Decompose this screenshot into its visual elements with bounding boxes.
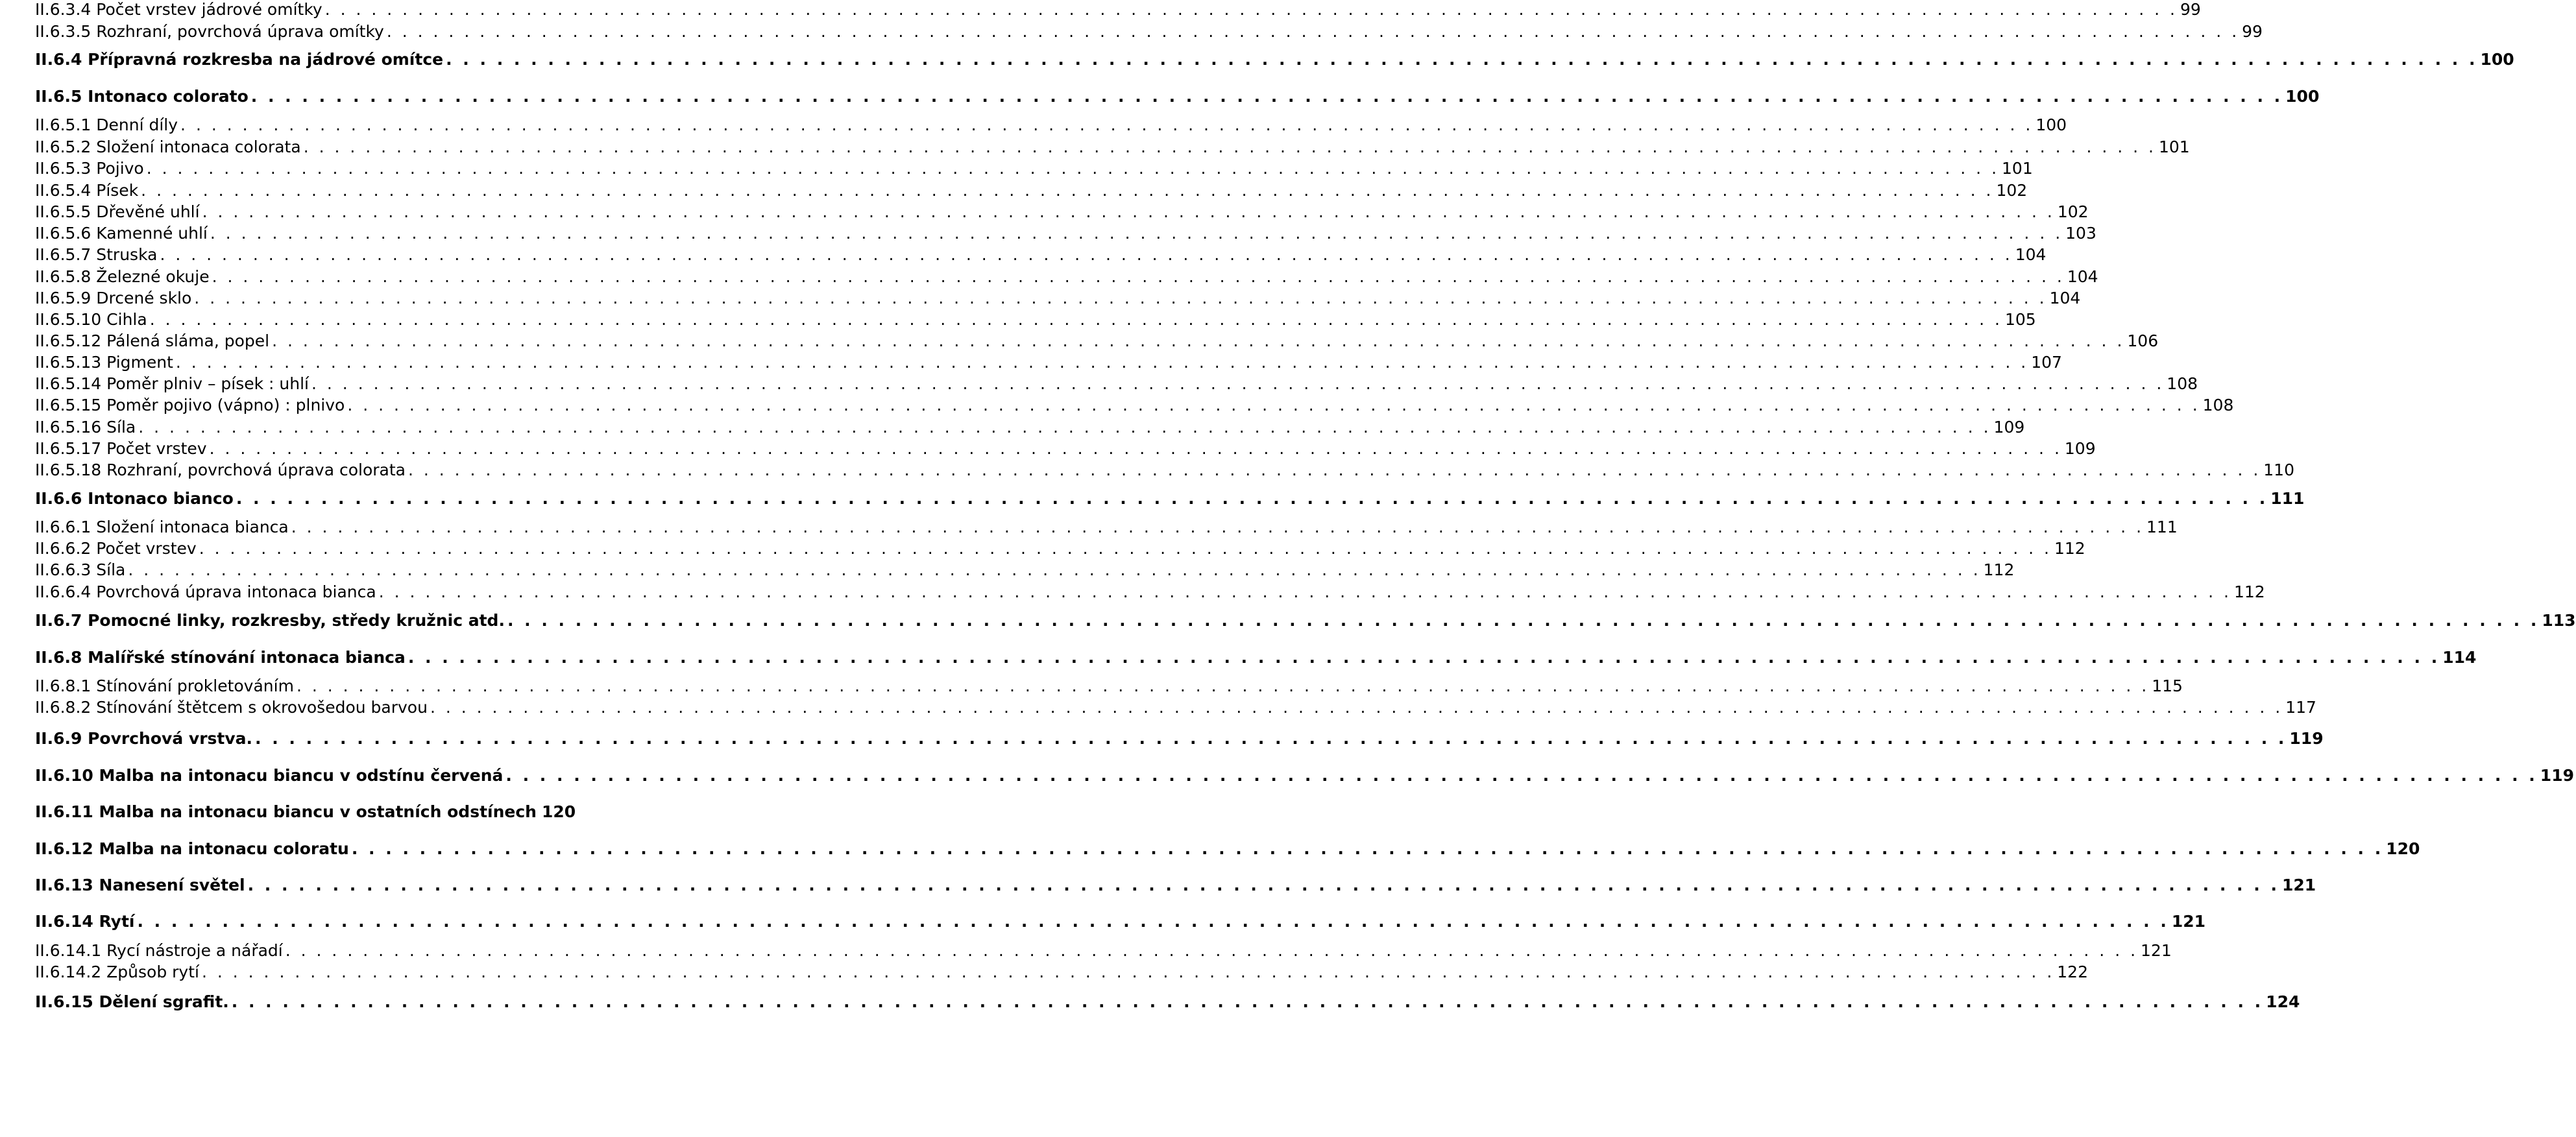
toc-entry-number: II.6.6 xyxy=(35,488,82,508)
dot-leader: . . . . . . . . . . . . . . . . . . . . . . . . . . . . . . . . . . . . . . . . . . . . . . . . . . . . . . . . . . . . . . . . . . . . . . . . . . . . . . . . . . . . . . . . . . . . . . . . . . . . . . . . . . . . . . . . . . . . . . . . xyxy=(378,582,2231,601)
toc-entry[interactable] xyxy=(35,675,2183,697)
toc-entry-title: Struska xyxy=(96,245,158,264)
toc-entry-page: 109 xyxy=(2064,438,2096,458)
toc-entry-number: II.6.14.1 xyxy=(35,940,102,960)
toc-entry-number: II.6.3.5 xyxy=(35,21,91,41)
toc-entry-page: 104 xyxy=(2049,288,2081,307)
toc-entry[interactable] xyxy=(35,200,2089,222)
toc-entry-number: II.6.5.15 xyxy=(35,395,102,414)
toc-entry[interactable] xyxy=(35,85,2320,107)
toc-entry-page: 112 xyxy=(2054,538,2085,558)
dot-leader: . . . . . . . . . . . . . . . . . . . . . . . . . . . . . . . . . . . . . . . . . . . . . . . . . . . . . . . . . . . . . . . . . . . . . . . . . . . . . . . . . . . . . . . . . . . . . . . . . . . . . . . . . . . . . . . . . . . . . . . . xyxy=(407,460,2261,479)
toc-entry-label xyxy=(35,839,349,858)
toc-entry-number: II.6.5.18 xyxy=(35,460,102,479)
dot-leader: . . . . . . . . . . . . . . . . . . . . . . . . . . . . . . . . . . . . . . . . . . . . . . . . . . . . . . . . . . . . . . . . . . . . . . . . . . . . . . . . . . . . . . . . . . . . . . . . . . . . . . . . . . . . . . . . . . . . . . . . xyxy=(507,610,2540,630)
toc-entry-title: Pigment xyxy=(106,352,173,372)
toc-entry-title: Počet vrstev jádrové omítky xyxy=(96,0,322,19)
toc-entry-title: Malba na intonacu biancu v odstínu červená xyxy=(99,765,504,785)
dot-leader: . . . . . . . . . . . . . . . . . . . . . . . . . . . . . . . . . . . . . . . . . . . . . . . . . . . . . . . . . . . . . . . . . . . . . . . . . . . . . . . . . . . . . . . . . . . . . . . . . . . . . . . . . . . . . . . . . . . . . . . . xyxy=(210,223,2063,243)
dot-leader: . . . . . . . . . . . . . . . . . . . . . . . . . . . . . . . . . . . . . . . . . . . . . . . . . . . . . . . . . . . . . . . . . . . . . . . . . . . . . . . . . . . . . . . . . . . . . . . . . . . . . . . . . . . . . . . . . . . . . . . . xyxy=(247,875,2279,894)
toc-entry-page: 121 xyxy=(2141,940,2172,960)
toc-entry-page: 121 xyxy=(2281,875,2316,894)
toc-entry[interactable] xyxy=(35,222,2096,244)
toc-entry[interactable] xyxy=(35,646,2477,668)
toc-entry-label xyxy=(35,0,322,19)
toc-entry[interactable] xyxy=(35,265,2098,287)
toc-entry-title: Přípravná rozkresba na jádrové omítce xyxy=(88,49,444,69)
toc-entry-number: II.6.5.10 xyxy=(35,309,102,329)
toc-entry-title: Rozhraní, povrchová úprava omítky xyxy=(96,21,384,41)
toc-entry-label xyxy=(35,560,125,579)
toc-entry-label xyxy=(35,115,178,134)
toc-entry[interactable] xyxy=(35,157,2033,179)
toc-entry-title: Síla xyxy=(106,417,136,437)
dot-leader: . . . . . . . . . . . . . . . . . . . . . . . . . . . . . . . . . . . . . . . . . . . . . . . . . . . . . . . . . . . . . . . . . . . . . . . . . . . . . . . . . . . . . . . . . . . . . . . . . . . . . . . . . . . . . . . . . . . . . . . . xyxy=(430,697,2283,717)
toc-entry-title: Složení intonaca colorata xyxy=(96,137,301,156)
toc-entry-page: 102 xyxy=(1996,180,2028,200)
toc-entry-page: 101 xyxy=(2158,137,2190,156)
toc-entry-label xyxy=(35,698,428,717)
dot-leader: . . . . . . . . . . . . . . . . . . . . . . . . . . . . . . . . . . . . . . . . . . . . . . . . . . . . . . . . . . . . . . . . . . . . . . . . . . . . . . . . . . . . . . . . . . . . . . . . . . . . . . . . . . . . . . . . . . . . . . . . xyxy=(194,288,2047,307)
toc-entry-label xyxy=(35,766,503,785)
toc-entry[interactable] xyxy=(35,696,2316,718)
toc-entry[interactable] xyxy=(35,308,2036,330)
toc-entry-page: 122 xyxy=(2057,962,2088,981)
dot-leader: . . . . . . . . . . . . . . . . . . . . . . . . . . . . . . . . . . . . . . . . . . . . . . . . . . . . . . . . . . . . . . . . . . . . . . . . . . . . . . . . . . . . . . . . . . . . . . . . . . . . . . . . . . . . . . . . . . . . . . . . xyxy=(180,115,2034,134)
toc-entry-label xyxy=(35,331,269,350)
dot-leader: . . . . . . . . . . . . . . . . . . . . . . . . . . . . . . . . . . . . . . . . . . . . . . . . . . . . . . . . . . . . . . . . . . . . . . . . . . . . . . . . . . . . . . . . . . . . . . . . . . . . . . . . . . . . . . . . . . . . . . . . xyxy=(146,158,2000,178)
toc-entry-label xyxy=(35,267,210,286)
toc-entry-number: II.6.6.1 xyxy=(35,517,91,536)
toc-entry-label xyxy=(35,648,406,667)
toc-entry[interactable] xyxy=(35,580,2265,603)
toc-entry-label xyxy=(35,992,229,1011)
toc-entry-title: Drcené sklo xyxy=(96,288,192,307)
dot-leader: . . . . . . . . . . . . . . . . . . . . . . . . . . . . . . . . . . . . . . . . . . . . . . . . . . . . . . . . . . . . . . . . . . . . . . . . . . . . . . . . . . . . . . . . . . . . . . . . . . . . . . . . . . . . . . . . . . . . . . . . xyxy=(505,765,2538,785)
toc-entry-page: 104 xyxy=(2067,267,2098,286)
toc-entry-title: Pálená sláma, popel xyxy=(106,331,270,350)
toc-entry-page: 104 xyxy=(2015,245,2047,264)
toc-entry-number: II.6.5.8 xyxy=(35,267,91,286)
dot-leader: . . . . . . . . . . . . . . . . . . . . . . . . . . . . . . . . . . . . . . . . . . . . . . . . . . . . . . . . . . . . . . . . . . . . . . . . . . . . . . . . . . . . . . . . . . . . . . . . . . . . . . . . . . . . . . . . . . . . . . . . xyxy=(311,374,2165,393)
toc-entry-number: II.6.11 xyxy=(35,802,93,821)
toc-entry[interactable] xyxy=(35,727,2324,749)
toc-entry-title: Malba na intonacu biancu v ostatních odstínech xyxy=(99,802,537,821)
dot-leader: . . . . . . . . . . . . . . . . . . . . . . . . . . . . . . . . . . . . . . . . . . . . . . . . . . . . . . . . . . . . . . . . . . . . . . . . . . . . . . . . . . . . . . . . . . . . . . . . . . . . . . . . . . . . . . . . . . . . . . . . xyxy=(272,331,2125,350)
toc-entry-page: 100 xyxy=(2285,86,2320,106)
toc-entry-title: Stínování štětcem s okrovošedou barvou xyxy=(96,697,428,717)
toc-entry-number: II.6.4 xyxy=(35,49,82,69)
toc-entry-number: II.6.5.16 xyxy=(35,417,102,437)
toc-entry[interactable] xyxy=(35,910,2206,932)
dot-leader: . . . . . . . . . . . . . . . . . . . . . . . . . . . . . . . . . . . . . . . . . . . . . . . . . . . . . . . . . . . . . . . . . . . . . . . . . . . . . . . . . . . . . . . . . . . . . . . . . . . . . . . . . . . . . . . . . . . . . . . . xyxy=(407,647,2440,667)
toc-entry-label xyxy=(35,50,443,69)
toc-entry-label xyxy=(35,374,309,393)
dot-leader: . . . . . . . . . . . . . . . . . . . . . . . . . . . . . . . . . . . . . . . . . . . . . . . . . . . . . . . . . . . . . . . . . . . . . . . . . . . . . . . . . . . . . . . . . . . . . . . . . . . . . . . . . . . . . . . . . . . . . . . . xyxy=(137,911,2169,931)
toc-entry-label xyxy=(35,518,289,536)
toc-entry[interactable] xyxy=(35,874,2316,896)
toc-entry-page: 120 xyxy=(2386,839,2420,858)
toc-entry-label xyxy=(35,22,384,41)
toc-entry-title: Pojivo xyxy=(96,158,144,178)
dot-leader: . . . . . . . . . . . . . . . . . . . . . . . . . . . . . . . . . . . . . . . . . . . . . . . . . . . . . . . . . . . . . . . . . . . . . . . . . . . . . . . . . . . . . . . . . . . . . . . . . . . . . . . . . . . . . . . . . . . . . . . . xyxy=(324,0,2178,19)
toc-entry[interactable] xyxy=(35,459,2294,481)
toc-entry-page: 124 xyxy=(2266,992,2300,1011)
dot-leader: . . . . . . . . . . . . . . . . . . . . . . . . . . . . . . . . . . . . . . . . . . . . . . . . . . . . . . . . . . . . . . . . . . . . . . . . . . . . . . . . . . . . . . . . . . . . . . . . . . . . . . . . . . . . . . . . . . . . . . . . xyxy=(138,417,1991,437)
dot-leader: . . . . . . . . . . . . . . . . . . . . . . . . . . . . . . . . . . . . . . . . . . . . . . . . . . . . . . . . . . . . . . . . . . . . . . . . . . . . . . . . . . . . . . . . . . . . . . . . . . . . . . . . . . . . . . . . . . . . . . . . xyxy=(296,676,2150,695)
toc-entry[interactable] xyxy=(35,558,2015,580)
toc-entry-label xyxy=(35,202,200,221)
toc-entry-label xyxy=(35,310,147,329)
toc-entry[interactable] xyxy=(35,20,2263,42)
toc-entry-page: 115 xyxy=(2152,676,2183,695)
toc-entry-number: II.6.9 xyxy=(35,728,82,748)
toc-entry-title: Rytí xyxy=(99,911,135,931)
dot-leader: . . . . . . . . . . . . . . . . . . . . . . . . . . . . . . . . . . . . . . . . . . . . . . . . . . . . . . . . . . . . . . . . . . . . . . . . . . . . . . . . . . . . . . . . . . . . . . . . . . . . . . . . . . . . . . . . . . . . . . . . xyxy=(175,352,2029,372)
toc-entry-number: II.6.5.13 xyxy=(35,352,102,372)
dot-leader: . . . . . . . . . . . . . . . . . . . . . . . . . . . . . . . . . . . . . . . . . . . . . . . . . . . . . . . . . . . . . . . . . . . . . . . . . . . . . . . . . . . . . . . . . . . . . . . . . . . . . . . . . . . . . . . . . . . . . . . . xyxy=(149,309,2002,329)
toc-entry-page: 107 xyxy=(2031,352,2062,372)
toc-entry-label xyxy=(35,289,191,307)
toc-entry[interactable] xyxy=(35,939,2172,961)
toc-entry-page: 102 xyxy=(2057,202,2089,221)
toc-entry-number: II.6.6.3 xyxy=(35,560,91,579)
dot-leader: . . . . . . . . . . . . . . . . . . . . . . . . . . . . . . . . . . . . . . . . . . . . . . . . . . . . . . . . . . . . . . . . . . . . . . . . . . . . . . . . . . . . . . . . . . . . . . . . . . . . . . . . . . . . . . . . . . . . . . . . xyxy=(285,940,2139,960)
toc-entry-number: II.6.8.2 xyxy=(35,697,91,717)
toc-entry-number: II.6.5.14 xyxy=(35,374,102,393)
toc-entry-page: 109 xyxy=(1993,417,2025,437)
toc-entry-page: 105 xyxy=(2004,309,2036,329)
toc-entry-number: II.6.5.9 xyxy=(35,288,91,307)
toc-entry-number: II.6.8.1 xyxy=(35,676,91,695)
dot-leader: . . . . . . . . . . . . . . . . . . . . . . . . . . . . . . . . . . . . . . . . . . . . . . . . . . . . . . . . . . . . . . . . . . . . . . . . . . . . . . . . . . . . . . . . . . . . . . . . . . . . . . . . . . . . . . . . . . . . . . . . xyxy=(202,202,2055,221)
toc-entry-page: 103 xyxy=(2065,223,2096,243)
toc-entry-page: 100 xyxy=(2035,115,2067,134)
toc-entry-title: Malířské stínování intonaca bianca xyxy=(88,647,406,667)
dot-leader: . . . . . . . . . . . . . . . . . . . . . . . . . . . . . . . . . . . . . . . . . . . . . . . . . . . . . . . . . . . . . . . . . . . . . . . . . . . . . . . . . . . . . . . . . . . . . . . . . . . . . . . . . . . . . . . . . . . . . . . . xyxy=(128,560,1981,579)
toc-entry-title: Pomocné linky, rozkresby, středy kružnic atd. xyxy=(88,610,505,630)
toc-entry-title: Malba na intonacu coloratu xyxy=(99,839,349,858)
toc-entry-number: II.6.6.4 xyxy=(35,582,91,601)
toc-entry-title: Stínování prokletováním xyxy=(96,676,294,695)
toc-entry-page: 117 xyxy=(2285,697,2316,717)
dot-leader: . . . . . . . . . . . . . . . . . . . . . . . . . . . . . . . . . . . . . . . . . . . . . . . . . . . . . . . . . . . . . . . . . . . . . . . . . . . . . . . . . . . . . . . . . . . . . . . . . . . . . . . . . . . . . . . . . . . . . . . . xyxy=(231,992,2264,1011)
toc-entry[interactable] xyxy=(35,609,2576,631)
toc-entry[interactable] xyxy=(35,114,2067,136)
toc-entry[interactable] xyxy=(35,487,2305,509)
toc-entry[interactable] xyxy=(35,394,2234,416)
toc-entry[interactable] xyxy=(35,990,2300,1012)
toc-entry-title: Rozhraní, povrchová úprava colorata xyxy=(106,460,406,479)
dot-leader: . . . . . . . . . . . . . . . . . . . . . . . . . . . . . . . . . . . . . . . . . . . . . . . . . . . . . . . . . . . . . . . . . . . . . . . . . . . . . . . . . . . . . . . . . . . . . . . . . . . . . . . . . . . . . . . . . . . . . . . . xyxy=(201,962,2055,981)
toc-entry-page: 120 xyxy=(541,802,576,821)
dot-leader: . . . . . . . . . . . . . . . . . . . . . . . . . . . . . . . . . . . . . . . . . . . . . . . . . . . . . . . . . . . . . . . . . . . . . . . . . . . . . . . . . . . . . . . . . . . . . . . . . . . . . . . . . . . . . . . . . . . . . . . . xyxy=(199,538,2052,558)
dot-leader: . . . . . . . . . . . . . . . . . . . . . . . . . . . . . . . . . . . . . . . . . . . . . . . . . . . . . . . . . . . . . . . . . . . . . . . . . . . . . . . . . . . . . . . . . . . . . . . . . . . . . . . . . . . . . . . . . . . . . . . . xyxy=(250,86,2283,106)
dot-leader: . . . . . . . . . . . . . . . . . . . . . . . . . . . . . . . . . . . . . . . . . . . . . . . . . . . . . . . . . . . . . . . . . . . . . . . . . . . . . . . . . . . . . . . . . . . . . . . . . . . . . . . . . . . . . . . . . . . . . . . . xyxy=(351,839,2384,858)
toc-entry[interactable] xyxy=(35,837,2420,859)
dot-leader: . . . . . . . . . . . . . . . . . . . . . . . . . . . . . . . . . . . . . . . . . . . . . . . . . . . . . . . . . . . . . . . . . . . . . . . . . . . . . . . . . . . . . . . . . . . . . . . . . . . . . . . . . . . . . . . . . . . . . . . . xyxy=(347,395,2200,414)
dot-leader: . . . . . . . . . . . . . . . . . . . . . . . . . . . . . . . . . . . . . . . . . . . . . . . . . . . . . . . . . . . . . . . . . . . . . . . . . . . . . . . . . . . . . . . . . . . . . . . . . . . . . . . . . . . . . . . . . . . . . . . . xyxy=(386,21,2240,41)
toc-entry-label xyxy=(35,396,345,414)
toc-entry[interactable] xyxy=(35,243,2047,265)
toc-entry-title: Denní díly xyxy=(96,115,178,134)
toc-entry-page: 113 xyxy=(2542,610,2576,630)
toc-entry-page: 121 xyxy=(2171,911,2206,931)
toc-entry-page: 119 xyxy=(2540,765,2574,785)
toc-entry-title: Složení intonaca bianca xyxy=(96,517,289,536)
toc-entry-label xyxy=(35,353,173,372)
toc-entry-label xyxy=(35,611,505,630)
toc-entry-number: II.6.7 xyxy=(35,610,82,630)
toc-entry-number: II.6.14.2 xyxy=(35,962,102,981)
toc-entry-page: 112 xyxy=(1983,560,2015,579)
toc-entry[interactable] xyxy=(35,0,2201,20)
toc-entry-number: II.6.14 xyxy=(35,911,93,931)
toc-entry-label xyxy=(35,439,207,458)
toc-entry-page: 110 xyxy=(2263,460,2294,479)
toc-entry-title: Intonaco colorato xyxy=(88,86,249,106)
toc-entry-title: Železné okuje xyxy=(96,267,210,286)
toc-entry-label xyxy=(35,87,249,106)
toc-entry-number: II.6.5.3 xyxy=(35,158,91,178)
toc-entry-label xyxy=(35,138,301,156)
toc-entry[interactable] xyxy=(35,329,2159,352)
toc-entry-title: Způsob rytí xyxy=(106,962,199,981)
toc-entry-number: II.6.10 xyxy=(35,765,93,785)
toc-entry-number: II.6.5.5 xyxy=(35,202,91,221)
toc-entry[interactable] xyxy=(35,179,2028,201)
toc-entry-page: 101 xyxy=(2002,158,2033,178)
dot-leader: . . . . . . . . . . . . . . . . . . . . . . . . . . . . . . . . . . . . . . . . . . . . . . . . . . . . . . . . . . . . . . . . . . . . . . . . . . . . . . . . . . . . . . . . . . . . . . . . . . . . . . . . . . . . . . . . . . . . . . . . xyxy=(303,137,2156,156)
dot-leader: . . . . . . . . . . . . . . . . . . . . . . . . . . . . . . . . . . . . . . . . . . . . . . . . . . . . . . . . . . . . . . . . . . . . . . . . . . . . . . . . . . . . . . . . . . . . . . . . . . . . . . . . . . . . . . . . . . . . . . . . xyxy=(209,438,2062,458)
toc-entry-number: II.6.5.17 xyxy=(35,438,102,458)
toc-entry-number: II.6.13 xyxy=(35,875,93,894)
toc-entry-title: Intonaco bianco xyxy=(88,488,234,508)
toc-entry-label xyxy=(35,941,283,960)
toc-entry-label xyxy=(35,539,197,558)
dot-leader: . . . . . . . . . . . . . . . . . . . . . . . . . . . . . . . . . . . . . . . . . . . . . . . . . . . . . . . . . . . . . . . . . . . . . . . . . . . . . . . . . . . . . . . . . . . . . . . . . . . . . . . . . . . . . . . . . . . . . . . . xyxy=(160,245,2013,264)
toc-entry-page: 106 xyxy=(2127,331,2159,350)
toc-entry-number: II.6.5.4 xyxy=(35,180,91,200)
toc-entry-label xyxy=(35,181,138,200)
toc-entry-label xyxy=(35,224,208,243)
toc-entry-number: II.6.5.7 xyxy=(35,245,91,264)
toc-entry-title: Síla xyxy=(96,560,126,579)
toc-entry-title: Písek xyxy=(96,180,139,200)
toc-entry[interactable] xyxy=(35,961,2088,983)
toc-entry-title: Kamenné uhlí xyxy=(96,223,208,243)
toc-entry[interactable] xyxy=(35,48,2514,70)
toc-entry-title: Povrchová vrstva. xyxy=(88,728,253,748)
toc-entry-title: Povrchová úprava intonaca bianca xyxy=(96,582,376,601)
toc-entry-title: Rycí nástroje a nářadí xyxy=(106,940,283,960)
dot-leader: . . . . . . . . . . . . . . . . . . . . . . . . . . . . . . . . . . . . . . . . . . . . . . . . . . . . . . . . . . . . . . . . . . . . . . . . . . . . . . . . . . . . . . . . . . . . . . . . . . . . . . . . . . . . . . . . . . . . . . . . xyxy=(212,267,2065,286)
toc-entry-title: Počet vrstev xyxy=(106,438,207,458)
toc-entry-page: 100 xyxy=(2480,49,2514,69)
toc-entry[interactable] xyxy=(35,416,2025,438)
toc-entry-label xyxy=(35,676,294,695)
toc-entry-page: 111 xyxy=(2146,517,2178,536)
toc-entry-number: II.6.5 xyxy=(35,86,82,106)
toc-entry-label xyxy=(35,802,537,821)
toc-entry-title: Dělení sgrafit. xyxy=(99,992,229,1011)
dot-leader: . . . . . . . . . . . . . . . . . . . . . . . . . . . . . . . . . . . . . . . . . . . . . . . . . . . . . . . . . . . . . . . . . . . . . . . . . . . . . . . . . . . . . . . . . . . . . . . . . . . . . . . . . . . . . . . . . . . . . . . . xyxy=(255,728,2287,748)
toc-entry-title: Poměr pojivo (vápno) : plnivo xyxy=(106,395,345,414)
toc-entry-title: Dřevěné uhlí xyxy=(96,202,200,221)
toc-entry-title: Nanesení světel xyxy=(99,875,245,894)
toc-entry-number: II.6.5.1 xyxy=(35,115,91,134)
toc-entry[interactable] xyxy=(35,351,2062,373)
toc-entry[interactable] xyxy=(35,764,2574,786)
toc-entry[interactable] xyxy=(35,287,2081,309)
toc-entry-title: Poměr plniv – písek : uhlí xyxy=(106,374,310,393)
toc-entry-page: 108 xyxy=(2202,395,2234,414)
toc-entry-number: II.6.15 xyxy=(35,992,93,1011)
toc-entry-page: 114 xyxy=(2442,647,2477,667)
toc-entry-number: II.6.12 xyxy=(35,839,93,858)
toc-entry-label xyxy=(35,582,376,601)
toc-entry-number: II.6.6.2 xyxy=(35,538,91,558)
toc-entry[interactable] xyxy=(35,437,2096,459)
toc-entry[interactable] xyxy=(35,372,2198,394)
toc-entry[interactable] xyxy=(35,800,576,822)
toc-entry-label xyxy=(35,876,245,894)
toc-entry-label xyxy=(35,461,406,479)
toc-entry-label xyxy=(35,159,144,178)
toc-entry-label xyxy=(35,245,157,264)
toc-entry-number: II.6.8 xyxy=(35,647,82,667)
toc-entry-page: 99 xyxy=(2180,0,2201,19)
toc-entry[interactable] xyxy=(35,516,2178,538)
toc-entry-label xyxy=(35,489,234,508)
toc-entry-page: 108 xyxy=(2167,374,2198,393)
toc-entry[interactable] xyxy=(35,537,2085,559)
toc-entry-label xyxy=(35,912,134,931)
toc-entry-number: II.6.5.12 xyxy=(35,331,102,350)
dot-leader: . . . . . . . . . . . . . . . . . . . . . . . . . . . . . . . . . . . . . . . . . . . . . . . . . . . . . . . . . . . . . . . . . . . . . . . . . . . . . . . . . . . . . . . . . . . . . . . . . . . . . . . . . . . . . . . . . . . . . . . . xyxy=(141,180,1994,200)
dot-leader: . . . . . . . . . . . . . . . . . . . . . . . . . . . . . . . . . . . . . . . . . . . . . . . . . . . . . . . . . . . . . . . . . . . . . . . . . . . . . . . . . . . . . . . . . . . . . . . . . . . . . . . . . . . . . . . . . . . . . . . . xyxy=(291,517,2145,536)
toc-entry-page: 112 xyxy=(2233,582,2265,601)
dot-leader: . . . . . . . . . . . . . . . . . . . . . . . . . . . . . . . . . . . . . . . . . . . . . . . . . . . . . . . . . . . . . . . . . . . . . . . . . . . . . . . . . . . . . . . . . . . . . . . . . . . . . . . . . . . . . . . . . . . . . . . . xyxy=(446,49,2478,69)
toc-entry-label xyxy=(35,729,252,748)
toc-entry-label xyxy=(35,963,199,981)
toc-entry-label xyxy=(35,418,136,437)
toc-entry-title: Počet vrstev xyxy=(96,538,197,558)
toc-entry[interactable] xyxy=(35,136,2190,158)
toc-entry-title: Cihla xyxy=(106,309,147,329)
toc-entry-page: 111 xyxy=(2270,488,2305,508)
toc-entry-page: 119 xyxy=(2289,728,2324,748)
dot-leader: . . . . . . . . . . . . . . . . . . . . . . . . . . . . . . . . . . . . . . . . . . . . . . . . . . . . . . . . . . . . . . . . . . . . . . . . . . . . . . . . . . . . . . . . . . . . . . . . . . . . . . . . . . . . . . . . . . . . . . . . xyxy=(236,488,2268,508)
toc-entry-number: II.6.5.2 xyxy=(35,137,91,156)
toc-entry-page: 99 xyxy=(2242,21,2263,41)
toc-entry-number: II.6.5.6 xyxy=(35,223,91,243)
toc-entry-number: II.6.3.4 xyxy=(35,0,91,19)
